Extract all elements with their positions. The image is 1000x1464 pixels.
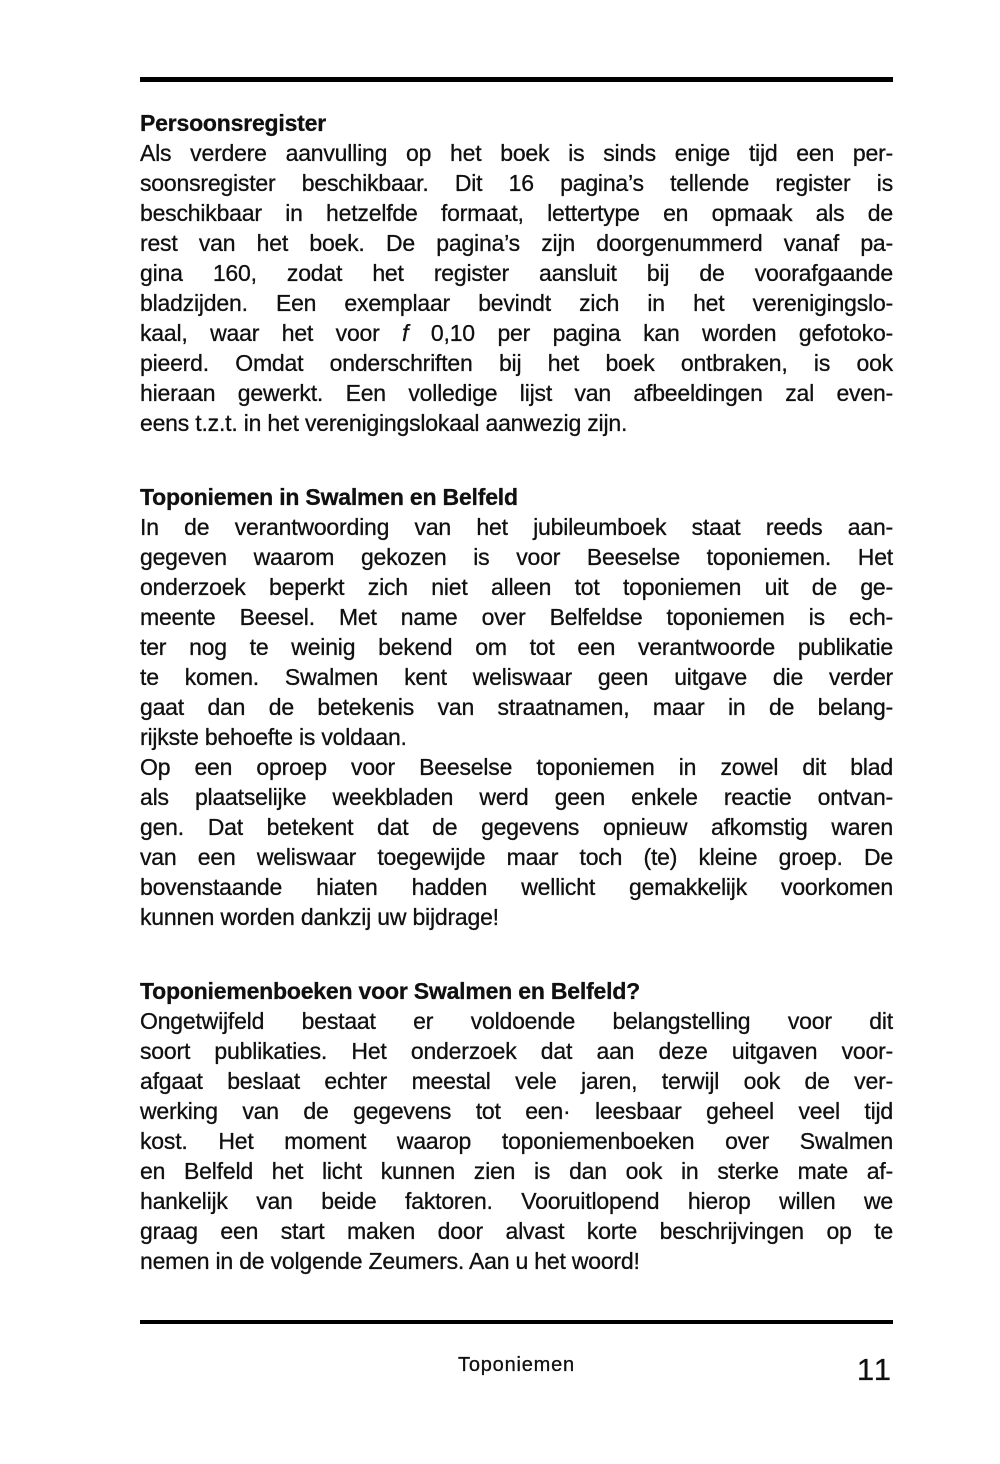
text-line: graag een start maken door alvast korte beschrijvingen op te xyxy=(140,1218,893,1244)
text-line: en Belfeld het licht kunnen zien is dan ook in sterke mate af- xyxy=(140,1158,893,1184)
text-line: Ongetwijfeld bestaat er voldoende belangstelling voor dit xyxy=(140,1008,893,1034)
footer-chapter-label: Toponiemen xyxy=(458,1354,575,1376)
section-heading: Toponiemenboeken voor Swalmen en Belfeld? xyxy=(140,978,641,1004)
text-line: In de verantwoording van het jubileumboek staat reeds aan- xyxy=(140,514,893,540)
text-line: kunnen worden dankzij uw bijdrage! xyxy=(140,904,499,930)
text-line: ter nog te weinig bekend om tot een verantwoorde publikatie xyxy=(140,634,893,660)
text-line: onderzoek beperkt zich niet alleen tot toponiemen uit de ge- xyxy=(140,574,893,600)
section-heading: Persoonsregister xyxy=(140,110,326,136)
text-line: van een weliswaar toegewijde maar toch (te) kleine groep. De xyxy=(140,844,893,870)
text-line: bladzijden. Een exemplaar bevindt zich in het verenigingslo- xyxy=(140,290,893,316)
text-line: Op een oproep voor Beeselse toponiemen in zowel dit blad xyxy=(140,754,893,780)
text-line: hankelijk van beide faktoren. Vooruitlopend hierop willen we xyxy=(140,1188,893,1214)
text-line: kost. Het moment waarop toponiemenboeken over Swalmen xyxy=(140,1128,893,1154)
text-line: nemen in de volgende Zeumers. Aan u het woord! xyxy=(140,1248,640,1274)
text-line: werking van de gegevens tot een· leesbaar geheel veel tijd xyxy=(140,1098,893,1124)
text-section xyxy=(140,482,893,932)
text-line: gen. Dat betekent dat de gegevens opnieuw afkomstig waren xyxy=(140,814,893,840)
text-line: gegeven waarom gekozen is voor Beeselse toponiemen. Het xyxy=(140,544,893,570)
text-line: beschikbaar in hetzelfde formaat, lettertype en opmaak als de xyxy=(140,200,893,226)
text-section xyxy=(140,108,893,438)
text-line: te komen. Swalmen kent weliswaar geen uitgave die verder xyxy=(140,664,893,690)
text-line: als plaatselijke weekbladen werd geen enkele reactie ontvan- xyxy=(140,784,893,810)
text-line: gaat dan de betekenis van straatnamen, maar in de belang- xyxy=(140,694,893,720)
text-line: hieraan gewerkt. Een volledige lijst van afbeeldingen zal even- xyxy=(140,380,893,406)
text-section xyxy=(140,976,893,1276)
text-line: Als verdere aanvulling op het boek is sinds enige tijd een per- xyxy=(140,140,893,166)
text-line: soort publikaties. Het onderzoek dat aan deze uitgaven voor- xyxy=(140,1038,893,1064)
page-body-text xyxy=(140,108,893,1276)
text-line: kaal, waar het voor f 0,10 per pagina kan worden gefotoko- xyxy=(140,320,893,346)
bottom-rule xyxy=(140,1320,893,1324)
text-line: afgaat beslaat echter meestal vele jaren, terwijl ook de ver- xyxy=(140,1068,893,1094)
text-line: pieerd. Omdat onderschriften bij het boek ontbraken, is ook xyxy=(140,350,893,376)
text-line: rest van het boek. De pagina’s zijn doorgenummerd vanaf pa- xyxy=(140,230,893,256)
text-line: eens t.z.t. in het verenigingslokaal aanwezig zijn. xyxy=(140,410,628,436)
text-line: soonsregister beschikbaar. Dit 16 pagina’s tellende register is xyxy=(140,170,893,196)
section-heading: Toponiemen in Swalmen en Belfeld xyxy=(140,484,518,510)
footer-page-number: 11 xyxy=(856,1352,893,1387)
text-line: rijkste behoefte is voldaan. xyxy=(140,724,407,750)
text-line: gina 160, zodat het register aansluit bij de voorafgaande xyxy=(140,260,893,286)
text-line: bovenstaande hiaten hadden wellicht gemakkelijk voorkomen xyxy=(140,874,893,900)
top-rule xyxy=(140,77,893,82)
text-line: meente Beesel. Met name over Belfeldse toponiemen is ech- xyxy=(140,604,893,630)
